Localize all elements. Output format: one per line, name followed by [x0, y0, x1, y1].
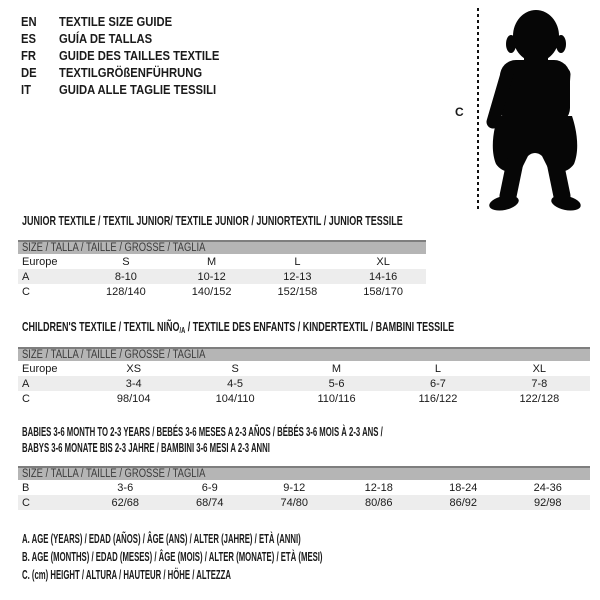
table-cell: 6-9 [201, 481, 218, 494]
table-cell: 3-4 [125, 377, 142, 390]
language-row [21, 13, 237, 30]
language-row [21, 47, 237, 64]
height-measure-label: C [455, 105, 464, 119]
language-code [21, 66, 59, 80]
language-code-text: ES [21, 31, 37, 46]
row-label: C [22, 496, 30, 509]
table-cell: 110/116 [317, 392, 356, 405]
language-code [21, 83, 59, 97]
children-table-title [22, 319, 600, 339]
language-title [59, 15, 185, 29]
table-cell: XL [532, 362, 547, 375]
language-title [59, 66, 218, 80]
table-cell: 86/92 [449, 496, 478, 509]
table-row [18, 376, 590, 391]
table-row [18, 480, 590, 495]
row-label: Europe [22, 362, 58, 375]
table-cell: 18-24 [449, 481, 478, 494]
table-row [18, 495, 590, 510]
language-title [59, 83, 234, 97]
junior-table-title [22, 213, 551, 229]
table-cell: 4-5 [227, 377, 244, 390]
table-cell: 9-12 [283, 481, 306, 494]
babies-table-rows [18, 480, 590, 510]
table-cell: 116/122 [418, 392, 458, 405]
table-cell: 10-12 [197, 270, 226, 283]
junior-table-rows [18, 254, 426, 299]
table-cell: S [231, 362, 239, 375]
table-cell: 122/128 [519, 392, 560, 405]
table-cell: 14-16 [369, 270, 398, 283]
footnote-text: C. (cm) HEIGHT / ALTURA / HAUTEUR / HÖHE / ALTEZZA [22, 568, 231, 582]
junior-size-table [18, 240, 426, 299]
row-label: B [22, 481, 30, 494]
children-table-rows [18, 361, 590, 406]
toddler-silhouette-image [482, 6, 594, 216]
language-code-text: DE [21, 65, 37, 80]
size-header-bar [18, 347, 590, 361]
table-cell: 68/74 [195, 496, 224, 509]
table-cell: 7-8 [531, 377, 548, 390]
language-code [21, 15, 59, 29]
babies-table-title-line2: BABYS 3-6 MONATE BIS 2-3 JAHRE / BAMBINI 3-6 MESI A 2-3 ANNI [22, 441, 270, 455]
table-cell: 152/158 [277, 285, 318, 298]
footnote-line [22, 566, 507, 584]
table-cell: 80/86 [364, 496, 393, 509]
language-row [21, 64, 237, 81]
language-row [21, 81, 237, 98]
table-cell: 12-13 [283, 270, 312, 283]
language-code-text: EN [21, 14, 37, 29]
table-cell: 5-6 [328, 377, 345, 390]
table-cell: 8-10 [114, 270, 137, 283]
table-cell: 3-6 [117, 481, 134, 494]
babies-table-title-line1: BABIES 3-6 MONTH TO 2-3 YEARS / BEBÉS 3-6 MESES A 2-3 AÑOS / BÉBÉS 3-6 MOIS À 2-3 ANS / [22, 425, 383, 439]
table-cell: 24-36 [533, 481, 562, 494]
language-code-text: IT [21, 82, 31, 97]
table-cell: 6-7 [429, 377, 446, 390]
table-cell: XL [376, 255, 390, 268]
size-header-bar [18, 466, 590, 480]
table-cell: 104/110 [215, 392, 255, 405]
table-cell: 128/140 [105, 285, 146, 298]
junior-table-title-text: JUNIOR TEXTILE / TEXTIL JUNIOR/ TEXTILE JUNIOR / JUNIORTEXTIL / JUNIOR TESSILE [22, 214, 403, 228]
table-cell: 98/104 [116, 392, 151, 405]
table-cell: 74/80 [280, 496, 309, 509]
footnote-text: B. AGE (MONTHS) / EDAD (MESES) / ÂGE (MOIS) / ALTER (MONATE) / ETÀ (MESI) [22, 550, 323, 564]
table-cell: 140/152 [191, 285, 232, 298]
language-header [21, 13, 237, 98]
language-title [59, 32, 162, 46]
table-cell: XS [126, 362, 142, 375]
language-title-text: GUÍA DE TALLAS [59, 31, 153, 46]
table-cell: 12-18 [364, 481, 393, 494]
language-title [59, 49, 237, 63]
table-cell: M [331, 362, 342, 375]
table-cell: L [294, 255, 301, 268]
table-row [18, 269, 426, 284]
row-label: Europe [22, 255, 58, 268]
children-title-subscript: /A [179, 326, 186, 335]
footnote-legend [22, 530, 507, 584]
children-size-table [18, 347, 590, 406]
table-cell: 92/98 [533, 496, 562, 509]
children-title-post: / TEXTILE DES ENFANTS / KINDERTEXTIL / BAMBINI TESSILE [185, 320, 455, 334]
language-title-text: TEXTILGRÖßENFÜHRUNG [59, 65, 203, 80]
footnote-line [22, 548, 507, 566]
row-label: C [22, 285, 30, 298]
children-table-title-text [22, 319, 454, 339]
language-title-text: GUIDA ALLE TAGLIE TESSILI [59, 82, 217, 97]
row-label: A [22, 377, 30, 390]
table-cell: 62/68 [111, 496, 140, 509]
size-header-text: SIZE / TALLA / TAILLE / GRÖSSE / TAGLIA [22, 242, 206, 254]
table-cell: 158/170 [363, 285, 403, 298]
language-code [21, 49, 59, 63]
language-title-text: GUIDE DES TAILLES TEXTILE [59, 48, 220, 63]
babies-table-title [22, 424, 600, 456]
language-row [21, 30, 237, 47]
row-label: A [22, 270, 30, 283]
footnote-text: A. AGE (YEARS) / EDAD (AÑOS) / ÂGE (ANS) / ALTER (JAHRE) / ETÀ (ANNI) [22, 532, 301, 546]
table-row [18, 284, 426, 299]
table-cell: M [207, 255, 217, 268]
children-title-pre: CHILDREN'S TEXTILE / TEXTIL NIÑO [22, 320, 180, 334]
babies-size-table [18, 466, 590, 510]
table-row [18, 391, 590, 406]
table-cell: L [434, 362, 441, 375]
language-title-text: TEXTILE SIZE GUIDE [59, 14, 173, 29]
table-cell: S [122, 255, 130, 268]
language-code-text: FR [21, 48, 37, 63]
size-header-text: SIZE / TALLA / TAILLE / GRÖSSE / TAGLIA [22, 468, 206, 480]
size-header-bar [18, 240, 426, 254]
language-code [21, 32, 59, 46]
table-row [18, 254, 426, 269]
height-measure-dotted-line [477, 8, 479, 209]
table-row [18, 361, 590, 376]
footnote-line [22, 530, 507, 548]
row-label: C [22, 392, 30, 405]
size-header-text: SIZE / TALLA / TAILLE / GRÖSSE / TAGLIA [22, 349, 206, 361]
